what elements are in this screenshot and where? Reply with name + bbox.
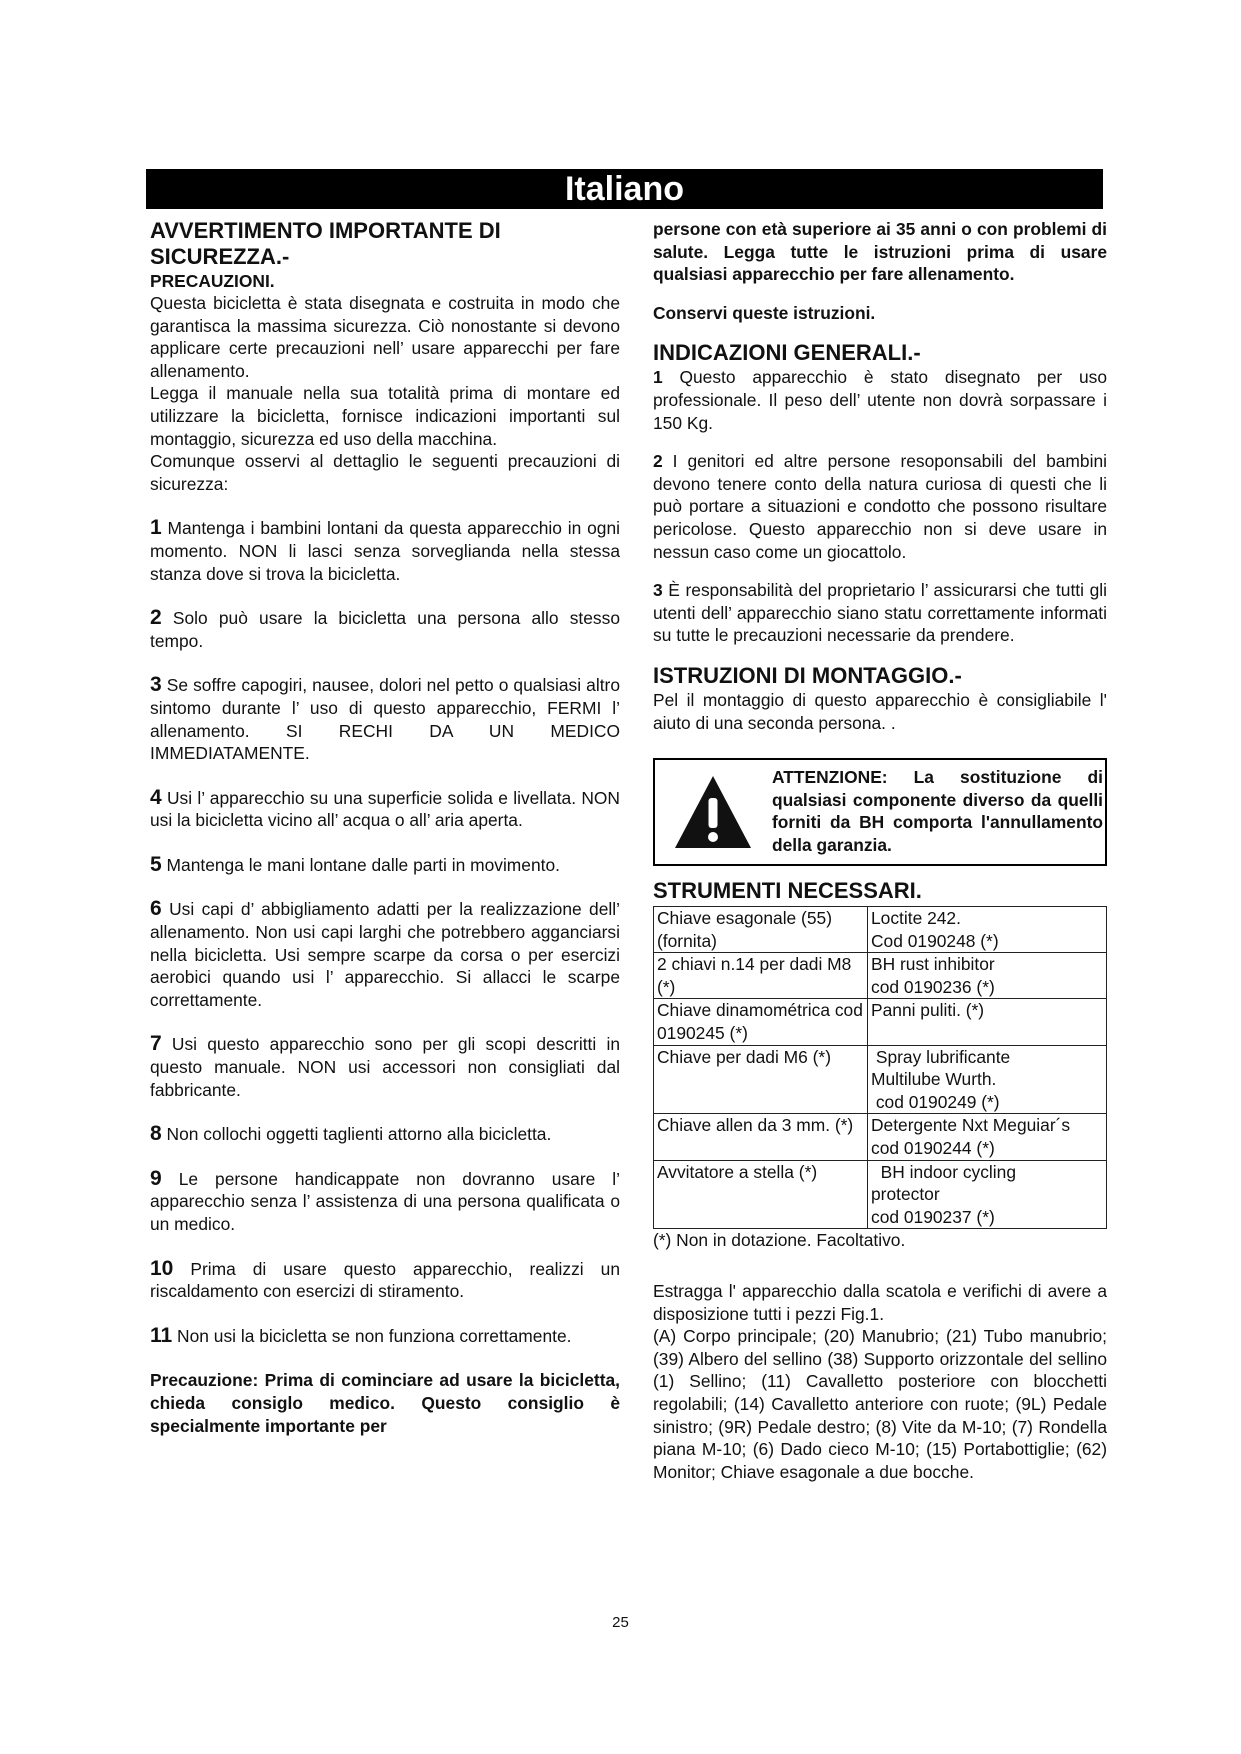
tool-name-cell: Avvitatore a stella (*) <box>654 1160 868 1229</box>
safety-item <box>150 898 620 1011</box>
tool-product-cell: Spray lubrificante Multilube Wurth. cod 0190249 (*) <box>868 1045 1107 1114</box>
item-number: 8 <box>150 1122 162 1146</box>
parts-list-paragraph: (A) Corpo principale; (20) Manubrio; (21) Tubo manubrio; (39) Albero del sellino (38) Supporto orizzontale del sellino (1) Sellino; (11) Cavalletto posteriore con blocchetti regolabili; (14) Cavalletto anteriore con ruote; (9L) Pedale sinistro; (9R) Pedale destro; (8) Vite da M-10; (7) Rondella piana M-10; (6) Dado cieco M-10; (15) Portabottiglie; (62) Monitor; Chiave esagonale a due bocche. <box>653 1326 1107 1482</box>
tool-name-cell: Chiave allen da 3 mm. (*) <box>654 1114 868 1160</box>
item-text: Usi l’ apparecchio su una superficie solida e livellata. NON usi la bicicletta vicino all’ acqua o all’ aria aperta. <box>150 787 620 831</box>
tool-product-cell: BH indoor cycling protector cod 0190237 (*) <box>868 1160 1107 1229</box>
tools-heading: STRUMENTI NECESSARI. <box>653 878 922 904</box>
left-column <box>150 218 620 1437</box>
item-number: 1 <box>150 516 162 540</box>
safety-item <box>150 787 620 832</box>
warning-triangle-icon <box>673 774 753 850</box>
item-text: Questo apparecchio è stato disegnato per uso professionale. Il peso dell’ utente non dovrà sorpassare i 150 Kg. <box>653 367 1107 433</box>
tool-product-cell: BH rust inhibitor cod 0190236 (*) <box>868 953 1107 999</box>
tool-name-cell: Chiave dinamométrica cod 0190245 (*) <box>654 999 868 1045</box>
item-text: Non usi la bicicletta se non funziona correttamente. <box>177 1325 572 1346</box>
intro-paragraph-3: Comunque osservi al dettaglio le seguenti precauzioni di sicurezza: <box>150 451 620 494</box>
tools-table-row <box>654 907 1107 953</box>
unpack-paragraph: Estragga l' apparecchio dalla scatola e verifichi di avere a disposizione tutti i pezzi Fig.1. <box>653 1281 1107 1324</box>
item-text: Se soffre capogiri, nausee, dolori nel petto o qualsiasi altro sintomo durante l’ uso di questo apparecchio, FERMI l’ allenamento. SI RECHI DA UN MEDICO IMMEDIATAMENTE. <box>150 675 620 764</box>
tool-name-cell: Chiave esagonale (55) (fornita) <box>654 907 868 953</box>
item-number: 2 <box>150 606 162 630</box>
tools-note: (*) Non in dotazione. Facoltativo. <box>653 1230 906 1251</box>
item-number: 3 <box>150 673 162 697</box>
item-text: Mantenga le mani lontane dalle parti in movimento. <box>166 854 560 875</box>
safety-item <box>150 1168 620 1236</box>
tool-product-cell: Detergente Nxt Meguiar´s cod 0190244 (*) <box>868 1114 1107 1160</box>
general-item <box>653 579 1107 647</box>
item-text: Solo può usare la bicicletta una persona allo stesso tempo. <box>150 608 620 651</box>
general-item <box>653 366 1107 434</box>
page-number: 25 <box>612 1614 629 1631</box>
medical-caution: Precauzione: Prima di cominciare ad usare la bicicletta, chieda consiglo medico. Questo consiglio è specialmente importante per <box>150 1370 620 1436</box>
safety-item <box>150 674 620 764</box>
safety-item <box>150 854 620 877</box>
item-text: È responsabilità del proprietario l’ assicurarsi che tutti gli utenti dell’ apparecchio siano statu correttamente informati su tutte le precauzioni necessarie da prendere. <box>653 580 1107 646</box>
item-text: Le persone handicappate non dovranno usare l’ apparecchio senza l’ assistenza di una persona qualificata o un medico. <box>150 1168 620 1234</box>
precautions-heading: PRECAUZIONI. <box>150 271 275 291</box>
item-text: Prima di usare questo apparecchio, realizzi un riscaldamento con esercizi di stiramento. <box>150 1258 620 1302</box>
tool-name-cell: Chiave per dadi M6 (*) <box>654 1045 868 1114</box>
tools-table-row <box>654 953 1107 999</box>
tools-table-row <box>654 1045 1107 1114</box>
item-number: 2 <box>653 451 663 472</box>
item-number: 1 <box>653 367 663 388</box>
tools-table-row <box>654 999 1107 1045</box>
general-heading: INDICAZIONI GENERALI.- <box>653 340 921 366</box>
assembly-text: Pel il montaggio di questo apparecchio è consigliabile l' aiuto di una seconda persona. . <box>653 689 1107 733</box>
tool-product-cell: Loctite 242. Cod 0190248 (*) <box>868 907 1107 953</box>
right-column <box>653 218 1107 1483</box>
item-number: 10 <box>150 1256 174 1280</box>
item-number: 3 <box>653 580 663 601</box>
item-number: 7 <box>150 1032 162 1056</box>
item-text: Mantenga i bambini lontani da questa apparecchio in ogni momento. NON li lasci senza sorveglianda nella stessa stanza dove si trova la bicicletta. <box>150 518 620 584</box>
keep-instructions-note: Conservi queste istruzioni. <box>653 302 876 323</box>
item-number: 5 <box>150 852 162 876</box>
safety-item <box>150 1325 620 1348</box>
tools-table-row <box>654 1114 1107 1160</box>
general-item <box>653 450 1107 563</box>
item-text: Usi questo apparecchio sono per gli scopi descritti in questo manuale. NON usi accessori non consigliati dal fabbricante. <box>150 1034 620 1100</box>
warning-text: ATTENZIONE: La sostituzione di qualsiasi componente diverso da quelli forniti da BH comporta l'annullamento della garanzia. <box>772 767 1103 855</box>
safety-item <box>150 517 620 585</box>
safety-item <box>150 1258 620 1303</box>
intro-paragraph-2: Legga il manuale nella sua totalità prima di montare ed utilizzare la bicicletta, fornisce indicazioni importanti sul montaggio, sicurezza ed uso della macchina. <box>150 383 620 449</box>
safety-item <box>150 1033 620 1101</box>
item-number: 4 <box>150 785 162 809</box>
language-banner: Italiano <box>146 169 1103 209</box>
safety-heading: AVVERTIMENTO IMPORTANTE DI SICUREZZA.- <box>150 218 501 269</box>
safety-item <box>150 607 620 652</box>
medical-caution-continued: persone con età superiore ai 35 anni o con problemi di salute. Legga tutte le istruzioni prima di usare qualsiasi apparecchio per fare allenamento. <box>653 219 1107 285</box>
tool-product-cell: Panni puliti. (*) <box>868 999 1107 1045</box>
warning-box <box>653 758 1107 866</box>
tools-table-row <box>654 1160 1107 1229</box>
intro-paragraph-1: Questa bicicletta è stata disegnata e costruita in modo che garantisca la massima sicurezza. Ciò nonostante si devono applicare certe precauzioni nell’ usare apparecchi per fare allenamento. <box>150 293 620 381</box>
item-number: 11 <box>150 1323 173 1347</box>
item-text: Non collochi oggetti taglienti attorno alla bicicletta. <box>166 1124 552 1145</box>
tools-table <box>653 906 1107 1229</box>
item-number: 9 <box>150 1166 162 1190</box>
assembly-heading: ISTRUZIONI DI MONTAGGIO.- <box>653 662 962 688</box>
item-text: I genitori ed altre persone resoponsabili del bambini devono tenere conto della natura curiosa di questi che li può portare a situazioni e condotto che possono risultare pericolose. Questo apparecchio non si deve usare in nessun caso come un giocattolo. <box>653 451 1107 562</box>
safety-item <box>150 1123 620 1146</box>
item-text: Usi capi d’ abbigliamento adatti per la realizzazione dell’ allenamento. Non usi capi larghi che potrebbero agganciarsi nella bicicletta. Usi sempre scarpe da corsa o per esercizi aerobici quando usi l’ apparecchio. Si allacci le scarpe correttamente. <box>150 899 620 1010</box>
tool-name-cell: 2 chiavi n.14 per dadi M8 (*) <box>654 953 868 999</box>
item-number: 6 <box>150 897 162 921</box>
